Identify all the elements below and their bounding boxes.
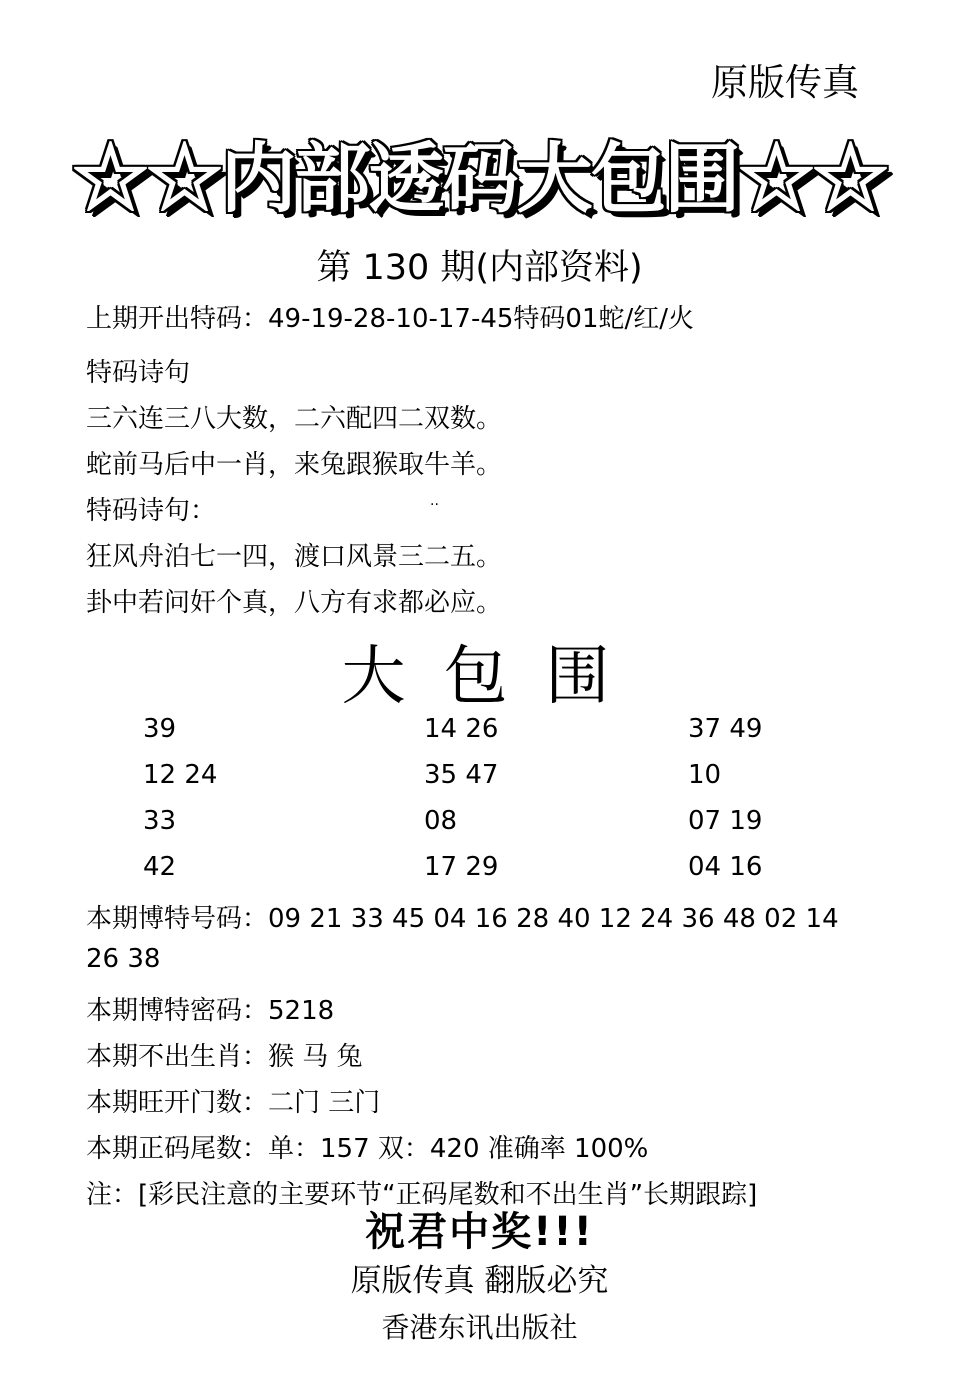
grid-cell: 14 26 [424, 714, 499, 744]
tail-numbers: 本期正码尾数：单：157 双：420 准确率 100% [86, 1134, 649, 1164]
note: 注：[彩民注意的主要环节“正码尾数和不出生肖”长期跟踪] [86, 1180, 758, 1210]
page-title: ☆☆内部透码大包围☆☆ [72, 134, 887, 223]
hot-gates: 本期旺开门数：二门 三门 [86, 1088, 381, 1118]
grid-cell: 42 [143, 852, 177, 882]
grid-cell: 07 19 [688, 806, 763, 836]
special-numbers-cont: 26 38 [86, 944, 161, 974]
grid-cell: 35 47 [424, 760, 499, 790]
grid-cell: 10 [688, 760, 722, 790]
poem2-marks: .. [430, 493, 439, 509]
last-result: 上期开出特码：49-19-28-10-17-45特码01蛇/红/火 [86, 304, 695, 334]
issue-number: 第 130 期(内部资料) [316, 248, 643, 288]
poem1-heading: 特码诗句 [86, 358, 191, 388]
poem2-line: 狂风舟泊七一四，渡口风景三二五。 [86, 542, 503, 572]
section-title: 大包围 [341, 640, 648, 714]
poem1-line: 三六连三八大数，二六配四二双数。 [86, 404, 503, 434]
poem1-line: 蛇前马后中一肖，来兔跟猴取牛羊。 [86, 450, 503, 480]
fax-line: 原版传真 翻版必究 [350, 1263, 609, 1299]
grid-cell: 12 24 [143, 760, 218, 790]
grid-cell: 39 [143, 714, 177, 744]
poem2-heading: 特码诗句： [86, 496, 217, 526]
publisher: 香港东讯出版社 [381, 1311, 578, 1344]
corner-label: 原版传真 [711, 61, 859, 104]
grid-cell: 17 29 [424, 852, 499, 882]
secret-code: 本期博特密码：5218 [86, 996, 335, 1026]
congrats-text: 祝君中奖!!! [365, 1209, 594, 1255]
grid-cell: 33 [143, 806, 177, 836]
grid-cell: 04 16 [688, 852, 763, 882]
poem2-line: 卦中若问奸个真，八方有求都必应。 [86, 588, 503, 618]
excluded-zodiac: 本期不出生肖：猴 马 兔 [86, 1042, 363, 1072]
grid-cell: 37 49 [688, 714, 763, 744]
grid-cell: 08 [424, 806, 458, 836]
special-numbers: 本期博特号码：09 21 33 45 04 16 28 40 12 24 36 48 02 14 [86, 904, 839, 934]
